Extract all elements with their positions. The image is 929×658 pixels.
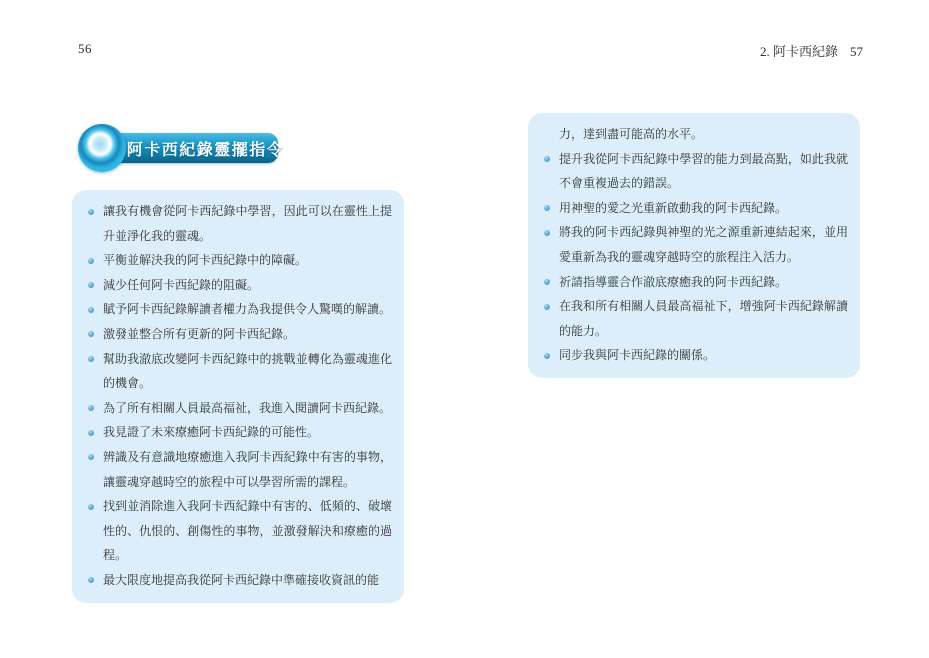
bullet-icon [88, 258, 94, 264]
instruction-text: 減少任何阿卡西紀錄的阻礙。 [103, 277, 260, 292]
bullet-icon [544, 156, 550, 162]
bullet-icon [544, 304, 550, 310]
instruction-item [86, 568, 392, 593]
bullet-icon [88, 307, 94, 313]
pendulum-rings-icon [78, 124, 126, 172]
instruction-item [542, 294, 848, 343]
instruction-text: 讓我有機會從阿卡西紀錄中學習，因此可以在靈性上提升並淨化我的靈魂。 [103, 204, 392, 243]
instruction-item [86, 420, 392, 445]
instruction-item [86, 273, 392, 298]
bullet-icon [88, 454, 94, 460]
bullet-icon [88, 356, 94, 362]
instruction-item [86, 297, 392, 322]
instruction-text: 賦予阿卡西紀錄解讀者權力為我提供令人驚嘆的解讀。 [103, 302, 392, 317]
instructions-box-left [72, 190, 404, 603]
instruction-item [542, 343, 848, 368]
bullet-icon [88, 504, 94, 510]
instruction-text: 幫助我澈底改變阿卡西紀錄中的挑戰並轉化為靈魂進化的機會。 [103, 351, 392, 391]
bullet-icon [88, 209, 94, 215]
bullet-icon [88, 430, 94, 436]
instruction-list-left [86, 199, 392, 593]
bullet-icon [88, 577, 94, 583]
instructions-box-right [528, 113, 860, 378]
instruction-item [542, 220, 848, 269]
instruction-item [542, 196, 848, 221]
instruction-list-right [542, 147, 848, 368]
bullet-icon [88, 282, 94, 288]
instruction-item [86, 396, 392, 421]
instruction-item [86, 347, 392, 396]
instruction-text: 為了所有相關人員最高福祉，我進入閱讀阿卡西紀錄。 [103, 400, 392, 415]
instructions-box-left-inner [72, 190, 404, 603]
instruction-text: 祈請指導靈合作澈底療癒我的阿卡西紀錄。 [559, 274, 788, 289]
instruction-item [86, 445, 392, 494]
instruction-text: 將我的阿卡西紀錄與神聖的光之源重新連結起來，並用愛重新為我的靈魂穿越時空的旅程注入活力。 [559, 225, 848, 264]
instruction-item [86, 322, 392, 347]
instruction-text: 平衡並解決我的阿卡西紀錄中的障礙。 [103, 253, 308, 268]
instruction-text: 辨識及有意識地療癒進入我阿卡西紀錄中有害的事物，讓靈魂穿越時空的旅程中可以學習所需的課程。 [103, 449, 392, 489]
instruction-text: 用神聖的愛之光重新啟動我的阿卡西紀錄。 [559, 200, 788, 215]
instruction-text: 提升我從阿卡西紀錄中學習的能力到最高點，如此我就不會重複過去的錯誤。 [559, 151, 848, 191]
bullet-icon [544, 353, 550, 359]
instruction-text: 同步我與阿卡西紀錄的關係。 [559, 348, 716, 363]
section-heading-label: 阿卡西紀錄靈擺指令 [126, 141, 285, 159]
left-page-number: 56 [78, 41, 92, 56]
instruction-item [542, 270, 848, 295]
right-page-number: 57 [850, 44, 863, 59]
bullet-icon [88, 405, 94, 411]
instruction-text: 最大限度地提高我從阿卡西紀錄中準確接收資訊的能 [103, 572, 380, 587]
instruction-item [86, 494, 392, 568]
continuation-text: 力，達到盡可能高的水平。 [559, 127, 704, 141]
instructions-box-right-inner [528, 113, 860, 378]
right-running-head [760, 41, 863, 60]
bullet-icon [544, 205, 550, 211]
instruction-text: 找到並消除進入我阿卡西紀錄中有害的、低頻的、破壞性的、仇恨的、創傷性的事物，並激發解決和療癒的過程。 [103, 499, 392, 563]
chapter-title: 2. 阿卡西紀錄 [759, 44, 838, 59]
instruction-item [86, 199, 392, 248]
bullet-icon [544, 230, 550, 236]
instruction-text: 激發並整合所有更新的阿卡西紀錄。 [103, 326, 296, 341]
instruction-item [542, 147, 848, 196]
instruction-text: 在我和所有相關人員最高福祉下，增強阿卡西紀錄解讀的能力。 [559, 299, 848, 338]
bullet-icon [88, 331, 94, 337]
instruction-item [86, 248, 392, 273]
instruction-text: 我見證了未來療癒阿卡西紀錄的可能性。 [103, 425, 320, 440]
bullet-icon [544, 279, 550, 285]
